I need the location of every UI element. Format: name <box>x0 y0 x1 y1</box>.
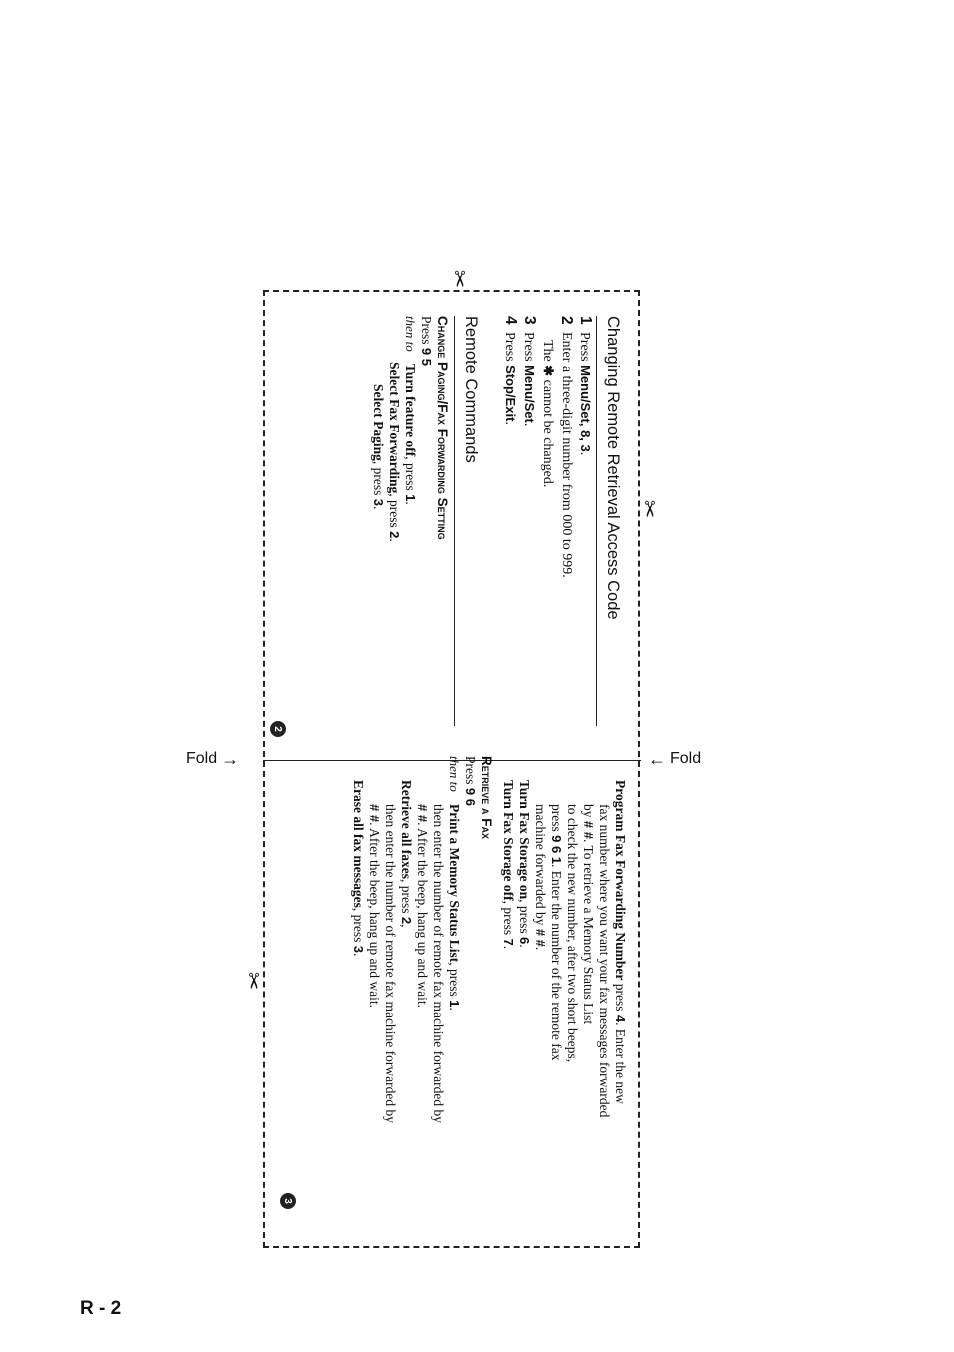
step-2 <box>557 316 575 761</box>
option-name: Turn feature off <box>403 364 418 457</box>
then-to-label: then to <box>403 316 418 352</box>
option-text: , press <box>387 493 402 532</box>
panel-remote-access-code <box>262 316 622 761</box>
then-to-label: then to <box>447 756 462 792</box>
press-code-line <box>418 316 434 761</box>
step-text: Press <box>502 332 517 366</box>
option-key: 3 <box>371 498 386 506</box>
step-note <box>538 316 557 761</box>
program-forwarding-text <box>548 780 564 1225</box>
option-text: . Enter the new <box>613 1022 628 1104</box>
option-name: Erase all fax messages <box>351 780 366 908</box>
option-key: 2 <box>399 916 414 925</box>
program-forwarding-text: fax number where you want your fax messages forwarded <box>597 804 612 1118</box>
option-row <box>386 316 402 761</box>
step-number: 2 <box>558 316 575 325</box>
step-number: 3 <box>521 316 538 325</box>
option-row <box>370 316 386 761</box>
program-forwarding-text <box>580 780 596 1225</box>
option-row <box>402 316 418 761</box>
scissors-icon: ✂ <box>637 499 663 519</box>
scissors-icon: ✂ <box>241 971 267 991</box>
punct: . <box>371 505 386 510</box>
program-forwarding-text <box>532 780 548 1225</box>
option-key: # # <box>533 928 548 947</box>
step-number: 4 <box>502 316 519 325</box>
option-text: by <box>581 804 596 821</box>
fold-text: Fold <box>186 750 218 767</box>
option-key: 1 <box>447 1000 462 1008</box>
option-text-line <box>414 780 430 1225</box>
option-key: 9 6 1 <box>549 835 564 865</box>
press-label: Press <box>419 316 434 345</box>
option-key: # # <box>581 820 596 839</box>
punct: , <box>399 924 414 928</box>
option-text: . After the beep, hang up and wait. <box>367 822 382 1009</box>
option-text: , press <box>447 962 462 1001</box>
option-text: , press <box>351 907 366 946</box>
panel-number-badge: 2 <box>270 721 286 737</box>
option-text: , press <box>371 460 386 499</box>
punct: . <box>502 421 517 425</box>
step-1 <box>575 316 594 761</box>
panel-retrieve-fax <box>268 756 628 1225</box>
option-name: Select Fax Forwarding <box>387 362 402 494</box>
option-text-line <box>366 780 382 1225</box>
option-text: press <box>549 804 564 836</box>
step-text: Press <box>577 332 592 366</box>
option-key: 1 <box>403 494 418 502</box>
section-heading-remote-commands: Remote Commands <box>454 316 480 726</box>
option-text: . Enter the number of the remote fax <box>549 864 564 1061</box>
punct: . <box>351 952 366 957</box>
step-text: Press <box>521 332 536 366</box>
option-key: 3 <box>351 945 366 953</box>
step-text: Enter a three-digit number from 000 to 999. <box>559 332 574 578</box>
option-row <box>516 780 532 1225</box>
option-key: 7 <box>501 938 516 946</box>
key-sequence: Menu/Set <box>522 365 537 423</box>
arrow-right-icon: → <box>221 749 240 769</box>
option-text: press <box>613 980 628 1015</box>
key-sequence: Stop/Exit <box>503 365 518 422</box>
option-text: then enter the number of remote fax machine forwarded by <box>383 804 398 1123</box>
option-row <box>446 756 462 1225</box>
option-key: 6 <box>517 937 532 945</box>
fold-label-right <box>648 750 701 768</box>
option-text: . To retrieve a Memory Status List <box>581 838 596 1025</box>
punct: . <box>577 451 592 456</box>
option-key: # # <box>367 804 382 823</box>
option-row <box>398 780 414 1225</box>
option-text: , press <box>403 456 418 495</box>
punct: . <box>533 946 548 951</box>
option-text: machine forwarded by <box>533 804 548 929</box>
step-number: 1 <box>577 316 594 325</box>
option-key: 2 <box>387 531 402 539</box>
note-text: The <box>540 340 555 366</box>
step-3 <box>519 316 538 761</box>
program-forwarding-line <box>612 780 628 1225</box>
arrow-left-icon: ← <box>648 749 666 769</box>
punct: . <box>521 422 536 427</box>
page-number: R - 2 <box>80 1298 122 1319</box>
key-sequence: Menu/Set, 8, 3 <box>578 365 593 452</box>
option-text: . After the beep, hang up and wait. <box>415 822 430 1009</box>
option-text: then enter the number of remote fax machine forwarded by <box>431 804 446 1123</box>
star-icon: ✱ <box>541 365 556 377</box>
program-forwarding-text: to check the new number, after two short beeps, <box>565 804 580 1063</box>
option-name: Turn Fax Storage off <box>501 780 516 901</box>
subheading-retrieve-fax: Retrieve a Fax <box>479 756 494 840</box>
option-name: Print a Memory Status List <box>447 804 462 963</box>
note-text: cannot be changed. <box>540 376 555 488</box>
step-4 <box>500 316 519 761</box>
option-name: Turn Fax Storage on <box>517 780 532 900</box>
punct: . <box>501 945 516 950</box>
option-text: , press <box>399 878 414 917</box>
option-row <box>500 780 516 1225</box>
panel-number-badge: 3 <box>280 1193 296 1209</box>
press-code-line <box>462 756 478 1225</box>
press-label: Press <box>463 756 478 785</box>
punct: . <box>447 1007 462 1011</box>
subheading-paging-forwarding: Change Paging/Fax Forwarding Setting <box>435 316 450 540</box>
fold-text: Fold <box>670 750 702 767</box>
option-text: , press <box>501 900 516 939</box>
punct: . <box>517 944 532 948</box>
command-code: 9 5 <box>419 347 434 366</box>
punct: . <box>387 538 402 542</box>
option-key: 4 <box>613 1014 628 1023</box>
scissors-icon: ✂ <box>447 269 473 289</box>
command-code: 9 6 <box>463 787 478 806</box>
punct: . <box>403 501 418 505</box>
option-name: Program Fax Forwarding Number <box>613 780 628 981</box>
option-key: # # <box>415 804 430 823</box>
fold-label-left <box>186 750 239 768</box>
option-name: Select Paging <box>371 384 386 461</box>
option-text: , press <box>517 899 532 938</box>
section-heading-access-code: Changing Remote Retrieval Access Code <box>596 316 622 726</box>
option-row <box>350 780 366 1225</box>
option-name: Retrieve all faxes <box>399 780 414 879</box>
